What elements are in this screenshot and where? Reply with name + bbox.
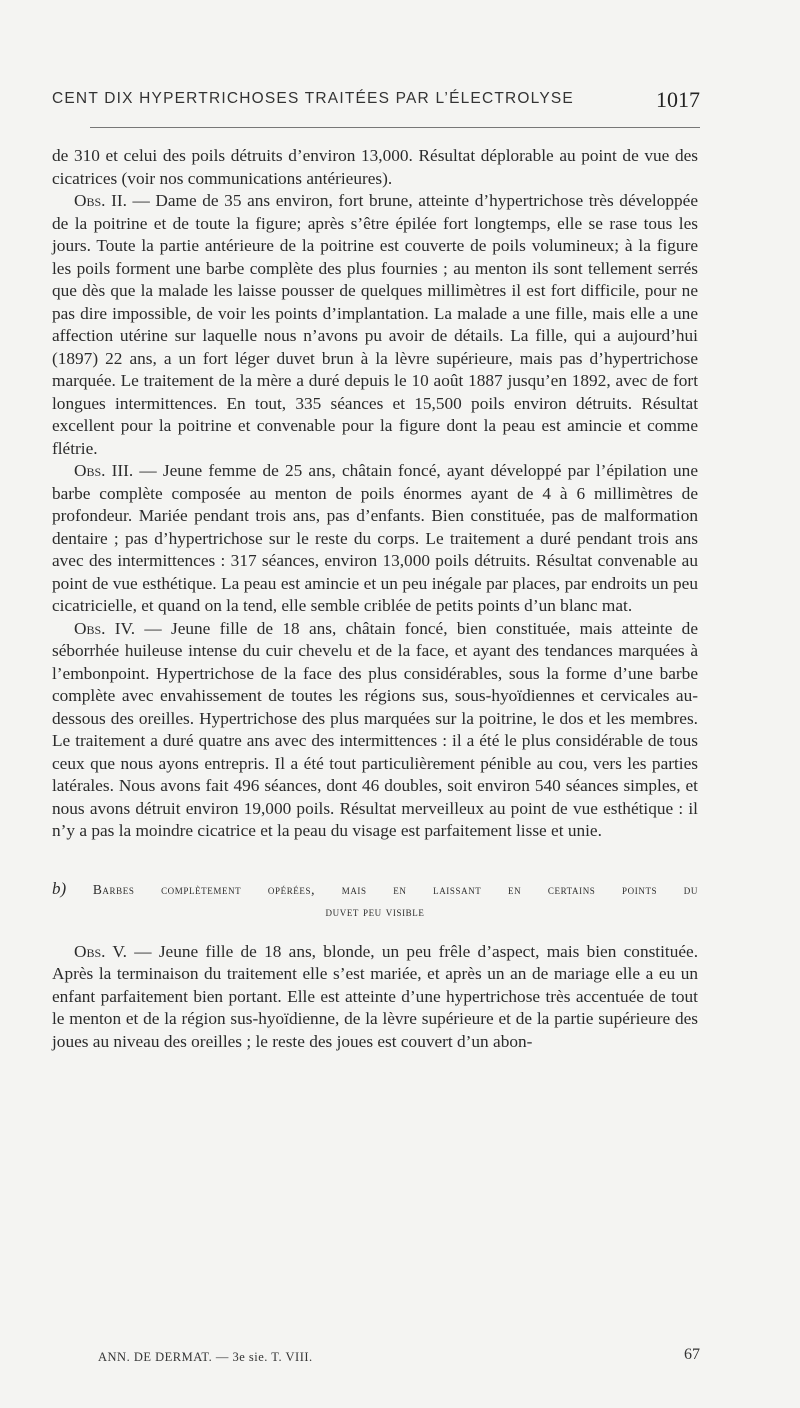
running-head [52, 87, 700, 116]
observation-text: — Jeune fille de 18 ans, blonde, un peu frêle d’aspect, mais bien constituée. Après la terminaison du traitement elle s’est mariée, et après un an de mariage elle a eu un enfant parfaitement bien portant. Elle est atteinte d’une hypertrichose très accentuée de tout le menton et de la région sus-hyoïdienne, de la lèvre supérieure et de la partie supérieure des joues au niveau des oreilles ; le reste des joues est couvert d’un abon- [52, 941, 699, 1051]
signature-line: ANN. DE DERMAT. — 3e sie. T. VIII. [98, 1350, 313, 1364]
observation-2 [52, 190, 698, 460]
observation-label: Obs. IV. [74, 618, 136, 638]
observation-label: Obs. III. [74, 461, 134, 480]
observation-label: Obs. V. [74, 941, 128, 961]
sheet-number: 67 [684, 1346, 700, 1363]
observation-4 [52, 618, 698, 843]
section-letter: b) [52, 878, 67, 898]
section-heading-line-2: duvet peu visible [325, 903, 425, 919]
section-heading-text: Barbes complètement opérées, mais en laissant en certains points du [92, 881, 698, 897]
running-title: CENT DIX HYPERTRICHOSES TRAITÉES PAR L’ÉLECTROLYSE [52, 90, 574, 107]
observation-label: Obs. II. [74, 191, 127, 210]
observation-3 [52, 460, 698, 618]
observation-text: — Jeune femme de 25 ans, châtain foncé, ayant développé par l’épilation une barbe complète composée au menton de poils énormes ayant de 4 à 6 millimètres de profondeur. Mariée pendant trois ans, pas d’enfants. Bien constituée, pas de malformation dentaire ; pas d’hypertrichose sur le reste du corps. Le traitement a duré pendant trois ans avec des intermittences : 317 séances, environ 13,000 poils détruits. Résultat convenable au point de vue esthétique. La peau est amincie et un peu inégale par places, par endroits un peu cicatricielle, et quand on la tend, elle semble criblée de petits points d’un blanc mat. [52, 461, 698, 615]
observation-text: — Jeune fille de 18 ans, châtain foncé, bien constituée, mais atteinte de séborrhée huileuse intense du cuir chevelu et de la face, et ayant des tendances marquées à l’embonpoint. Hypertrichose de la face des plus considérables, sous la forme d’une barbe complète avec envahissement de toutes les régions sus, sous-hyoïdiennes et cervicales au-dessous des oreilles. Hypertrichose des plus marquées sur la poitrine, le dos et les membres. Le traitement a duré quatre ans avec des intermittences : il a été le plus considérable de tous ceux que nous ayons entrepris. Il a été tout particulièrement pénible au cou, vers les parties latérales. Nous avons fait 496 séances, dont 46 doubles, soit environ 540 séances simples, et nous avons détruit environ 19,000 poils. Résultat merveilleux au point de vue esthétique : il n’y a pas la moindre cicatrice et la peau du visage est parfaitement lisse et unie. [52, 618, 698, 840]
section-heading [52, 878, 698, 923]
page-number: 1017 [656, 87, 700, 112]
header-rule [90, 127, 700, 128]
section-heading-line-1 [52, 878, 698, 901]
body-text [52, 145, 698, 1053]
observation-text: — Dame de 35 ans environ, fort brune, atteinte d’hypertrichose très développée de la poitrine et de toute la figure; après s’être épilée fort longtemps, elle se rase tous les jours. Toute la partie antérieure de la poitrine est couverte de poils volumineux; à la figure les poils forment une barbe complète des plus fournies ; au menton ils sont tellement serrés que dès que la malade les laisse pousser de quelques millimètres il est fort difficile, pour ne pas dire impossible, de voir les points d’implantation. La malade a une fille, mais elle a une affection utérine sur laquelle nous n’avons pu avoir de détails. La fille, qui a aujourd’hui (1897) 22 ans, a un fort léger duvet brun à la lèvre supérieure, mais pas d’hypertrichose marquée. Le traitement de la mère a duré depuis le 10 août 1887 jusqu’en 1892, avec de fort longues intermittences. En tout, 335 séances et 15,500 poils environ détruits. Résultat excellent pour la poitrine et convenable pour la figure dont la peau est amincie et comme flétrie. [52, 191, 698, 458]
paragraph-continuation: de 310 et celui des poils détruits d’environ 13,000. Résultat déplorable au point de vue des cicatrices (voir nos communications antérieures). [52, 146, 698, 188]
observation-5 [52, 941, 698, 1054]
